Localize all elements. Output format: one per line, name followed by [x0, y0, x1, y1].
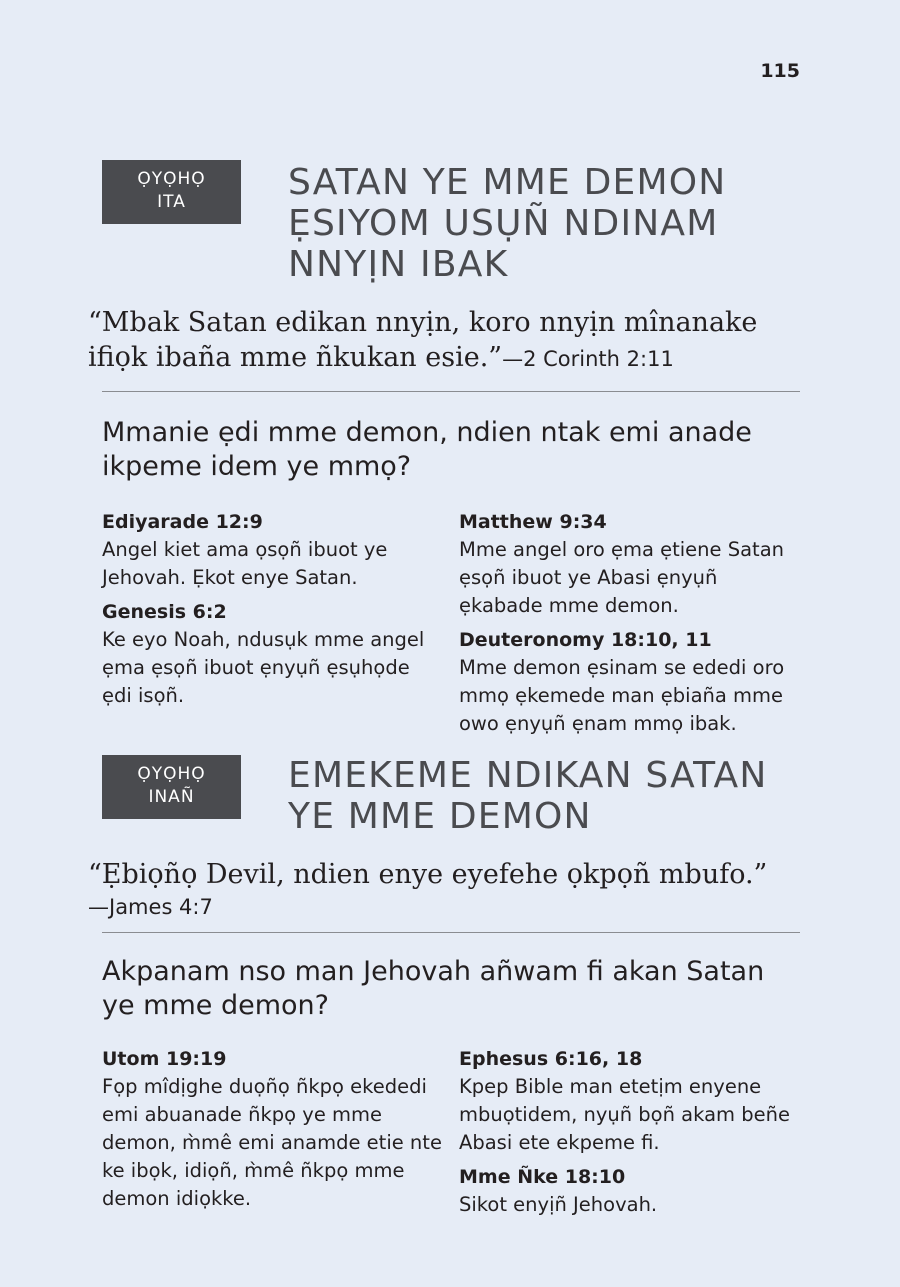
section-question: Mmanie ẹdi mme demon, ndien ntak emi anade ikpeme idem ye mmọ? [102, 417, 752, 482]
scripture-ref: Deuteronomy 18:10, 11 [459, 629, 712, 651]
section-title [288, 755, 800, 837]
theme-text: “Mbak Satan edikan nnyịn, koro nnyịn mînanake ifiọk ibaña mme ñkukan esie.” [88, 307, 758, 373]
theme-reference: —2 Corinth 2:11 [502, 347, 674, 371]
right-column [459, 1045, 800, 1225]
scripture-item [102, 508, 443, 592]
scripture-columns [102, 508, 800, 744]
scripture-text: Fọp mîdịghe duọñọ ñkpọ ekededi emi abuanade ñkpọ ye mme demon, m̀mê emi anamde etie nte ke ibọk, idiọñ, m̀mê ñkpọ mme demon idiọkke. [102, 1075, 442, 1210]
scripture-item [459, 1045, 800, 1157]
scripture-ref: Matthew 9:34 [459, 511, 607, 533]
theme-scripture [88, 857, 800, 922]
badge-line: INAÑ [148, 787, 195, 807]
scripture-text: Mme angel oro ẹma ẹtiene Satan ẹsọñ ibuot ye Abasi ẹnyụñ ẹkabade mme demon. [459, 538, 784, 617]
theme-reference: —James 4:7 [88, 895, 213, 919]
left-column [102, 1045, 443, 1225]
section-inan [88, 755, 800, 1225]
scripture-item [102, 598, 443, 710]
divider [102, 932, 800, 933]
scripture-text: Sikot enyịñ Jehovah. [459, 1193, 658, 1216]
scripture-text: Mme demon ẹsinam se ededi oro mmọ ẹkemede man ẹbiaña mme owo ẹnyụñ ẹnam mmọ ibak. [459, 656, 785, 735]
title-line: SATAN YE MME DEMON [288, 162, 727, 203]
section-header [102, 160, 800, 285]
scripture-item [459, 1163, 800, 1219]
badge-line: ITA [157, 192, 186, 212]
scripture-item [459, 508, 800, 620]
section-title [288, 160, 800, 285]
scripture-columns [102, 1045, 800, 1225]
title-line: NNYỊN IBAK [288, 244, 509, 285]
badge-line: ỌYỌHỌ [137, 169, 206, 189]
scripture-ref: Ediyarade 12:9 [102, 511, 263, 533]
scripture-text: Kpep Bible man etetịm enyene mbuọtidem, nyụñ bọñ akam beñe Abasi ete ekpeme fi. [459, 1075, 790, 1154]
scripture-item [102, 1045, 443, 1213]
scripture-item [459, 626, 800, 738]
scripture-text: Angel kiet ama ọsọñ ibuot ye Jehovah. Ẹkot enye Satan. [102, 538, 388, 589]
scripture-ref: Genesis 6:2 [102, 601, 227, 623]
scripture-text: Ke eyo Noah, ndusụk mme angel ẹma ẹsọñ ibuot ẹnyụñ ẹsụhọde ẹdi isọñ. [102, 628, 425, 707]
title-line: YE MME DEMON [288, 796, 592, 837]
title-line: ẸSIYOM USỤÑ NDINAM [288, 203, 719, 244]
scripture-ref: Utom 19:19 [102, 1048, 227, 1070]
title-line: EMEKEME NDIKAN SATAN [288, 755, 768, 796]
section-header [102, 755, 800, 837]
scripture-ref: Ephesus 6:16, 18 [459, 1048, 643, 1070]
right-column [459, 508, 800, 744]
section-question: Akpanam nso man Jehovah añwam fi akan Satan ye mme demon? [102, 956, 765, 1021]
section-badge [102, 755, 241, 819]
section-ita [88, 160, 800, 744]
divider [102, 391, 800, 392]
section-badge [102, 160, 241, 224]
page-number: 115 [760, 60, 800, 82]
left-column [102, 508, 443, 744]
theme-scripture [88, 305, 800, 377]
badge-line: ỌYỌHỌ [137, 764, 206, 784]
theme-text: “Ẹbiọñọ Devil, ndien enye eyefehe ọkpọñ mbufo.” [88, 859, 768, 890]
scripture-ref: Mme Ñke 18:10 [459, 1166, 626, 1188]
